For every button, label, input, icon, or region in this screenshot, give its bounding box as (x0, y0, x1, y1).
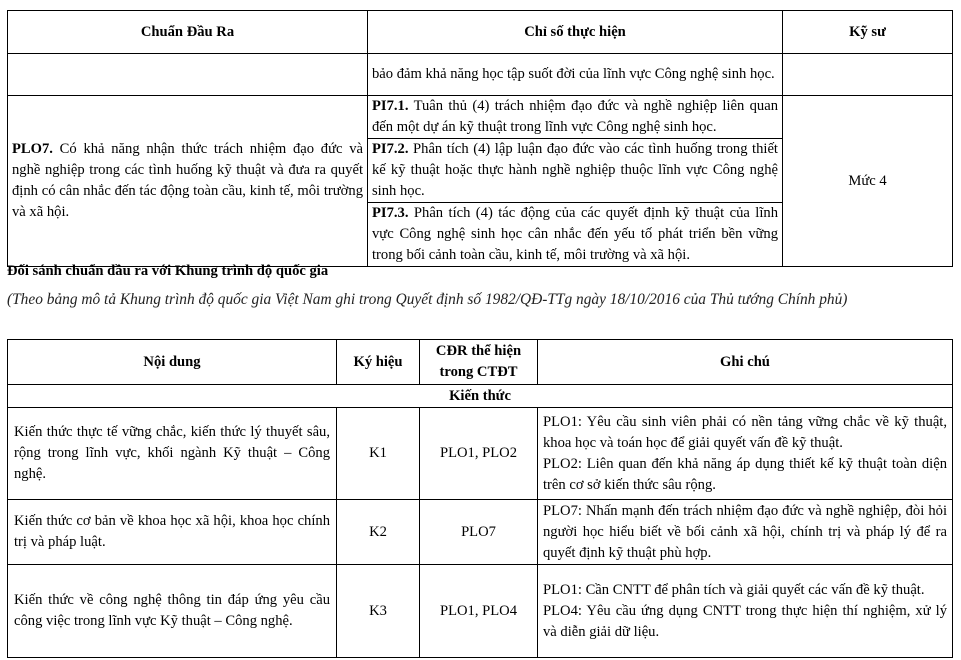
table-row (8, 500, 953, 565)
note-line: PLO2: Liên quan đến khả năng áp dụng thiết kế kỹ thuật toàn diện trên cơ sở kiến thức sâu rộng. (543, 455, 947, 493)
pi7-1-code: PI7.1. (372, 98, 409, 114)
indicator-cell: bảo đảm khả năng học tập suốt đời của lĩnh vực Công nghệ sinh học. (368, 54, 783, 96)
plo7-level-cell: Mức 4 (783, 96, 953, 267)
outcome-cell (8, 54, 368, 96)
pi7-3-cell (368, 203, 783, 267)
note-line: PLO7: Nhấn mạnh đến trách nhiệm đạo đức và nghề nghiệp, đòi hỏi người học hiểu biết về bối cảnh xã hội, chính trị và pháp lý để ra quyết định kỹ thuật phù hợp. (543, 502, 947, 561)
pi7-1-cell (368, 96, 783, 139)
note-line: PLO1: Yêu cầu sinh viên phải có nền tảng vững chắc về kỹ thuật, khoa học và toán học để giải quyết vấn đề kỹ thuật. (543, 413, 947, 451)
notes-cell (538, 565, 953, 658)
plos-cell: PLO7 (420, 500, 538, 565)
content-cell: Kiến thức thực tế vững chắc, kiến thức lý thuyết sâu, rộng trong lĩnh vực, khối ngành Kỹ thuật – Công nghệ. (8, 408, 337, 500)
pi7-2-text: Phân tích (4) lập luận đạo đức vào các tình huống trong thiết kế kỹ thuật hoặc thực hành nghề nghiệp thuộc lĩnh vực Công nghệ sinh học. (372, 141, 778, 199)
plos-cell: PLO1, PLO4 (420, 565, 538, 658)
content-cell: Kiến thức cơ bản về khoa học xã hội, khoa học chính trị và pháp luật. (8, 500, 337, 565)
note-line: PLO4: Yêu cầu ứng dụng CNTT trong thực hiện thí nghiệm, xử lý và diễn giải dữ liệu. (543, 602, 947, 640)
plo7-text: Có khả năng nhận thức trách nhiệm đạo đức và nghề nghiệp trong các tình huống kỹ thuật và đưa ra quyết định có cân nhắc đến tác động toàn cầu, kinh tế, môi trường và xã hội. (12, 141, 363, 220)
plo-indicator-table (7, 10, 953, 267)
table-header-row (8, 340, 953, 385)
symbol-cell: K3 (337, 565, 420, 658)
table-row (8, 408, 953, 500)
section-row-knowledge (8, 385, 953, 408)
table-row-pi7-1 (8, 96, 953, 139)
section-subtitle: (Theo bảng mô tả Khung trình độ quốc gia Việt Nam ghi trong Quyết định số 1982/QĐ-TTg ngày 18/10/2016 của Thủ tướng Chính phủ) (7, 291, 848, 308)
table-header-row (8, 11, 953, 54)
level-cell (783, 54, 953, 96)
header-outcome: Chuẩn Đầu Ra (8, 11, 368, 54)
header-content: Nội dung (8, 340, 337, 385)
table-row (8, 565, 953, 658)
plos-cell: PLO1, PLO2 (420, 408, 538, 500)
section-label: Kiến thức (8, 385, 953, 408)
section-heading: Đối sánh chuẩn đầu ra với Khung trình độ quốc gia (7, 263, 329, 279)
plo7-code: PLO7. (12, 141, 53, 157)
symbol-cell: K1 (337, 408, 420, 500)
pi7-1-text: Tuân thủ (4) trách nhiệm đạo đức và nghề nghiệp liên quan đến một dự án kỹ thuật trong lĩnh vực Công nghệ sinh học. (372, 98, 778, 135)
notes-cell (538, 500, 953, 565)
pi7-2-cell (368, 139, 783, 203)
content-cell: Kiến thức về công nghệ thông tin đáp ứng yêu cầu công việc trong lĩnh vực Kỹ thuật – Công nghệ. (8, 565, 337, 658)
pi7-2-code: PI7.2. (372, 141, 409, 157)
pi7-3-code: PI7.3. (372, 205, 409, 221)
plo7-outcome-cell (8, 96, 368, 267)
pi7-3-text: Phân tích (4) tác động của các quyết định kỹ thuật của lĩnh vực Công nghệ sinh học cân nhắc đến yếu tố phát triển bền vững trong bối cảnh toàn cầu, kinh tế, môi trường và xã hội. (372, 205, 778, 263)
framework-mapping-table (7, 339, 953, 658)
table-row-continuation (8, 54, 953, 96)
header-symbol: Ký hiệu (337, 340, 420, 385)
header-indicator: Chỉ số thực hiện (368, 11, 783, 54)
note-line: PLO1: Cần CNTT để phân tích và giải quyết các vấn đề kỹ thuật. (543, 581, 925, 598)
notes-cell (538, 408, 953, 500)
header-notes: Ghi chú (538, 340, 953, 385)
symbol-cell: K2 (337, 500, 420, 565)
header-engineer-level: Kỹ sư (783, 11, 953, 54)
header-plos: CĐR thể hiện trong CTĐT (420, 340, 538, 385)
